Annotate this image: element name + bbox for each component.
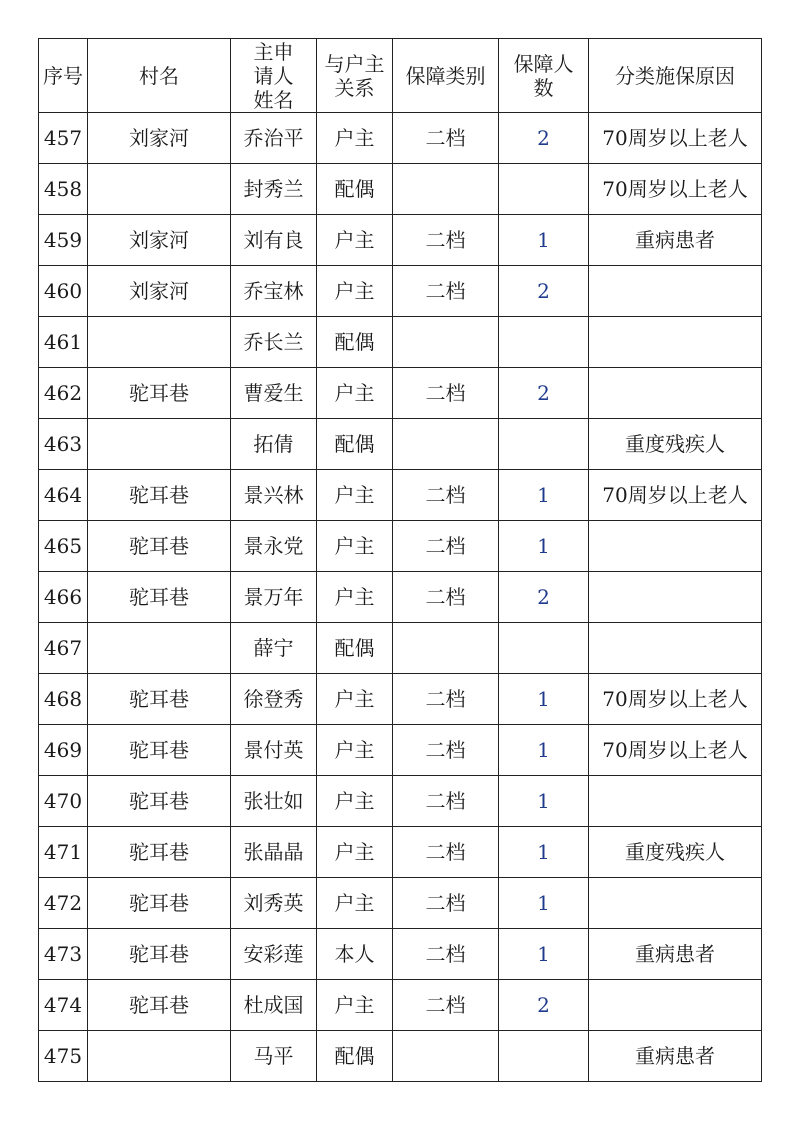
table-row — [39, 827, 762, 878]
count-cell: 2 — [499, 266, 589, 317]
applicant-cell: 薛宁 — [231, 623, 317, 674]
count-cell — [499, 164, 589, 215]
applicant-cell: 安彩莲 — [231, 929, 317, 980]
count-cell: 1 — [499, 725, 589, 776]
count-cell — [499, 317, 589, 368]
count-cell — [499, 1031, 589, 1082]
category-cell: 二档 — [393, 470, 499, 521]
village-cell: 驼耳巷 — [88, 674, 231, 725]
count-cell: 1 — [499, 878, 589, 929]
count-cell: 1 — [499, 470, 589, 521]
relation-cell: 户主 — [317, 266, 393, 317]
reason-cell: 70周岁以上老人 — [589, 164, 762, 215]
table-row — [39, 317, 762, 368]
relation-cell: 配偶 — [317, 1031, 393, 1082]
reason-cell — [589, 572, 762, 623]
category-cell: 二档 — [393, 776, 499, 827]
village-cell: 驼耳巷 — [88, 725, 231, 776]
table-header-row — [39, 39, 762, 113]
category-cell: 二档 — [393, 878, 499, 929]
applicant-cell: 景付英 — [231, 725, 317, 776]
relation-cell: 户主 — [317, 215, 393, 266]
relation-cell: 户主 — [317, 725, 393, 776]
count-cell: 2 — [499, 368, 589, 419]
table-row — [39, 929, 762, 980]
count-cell: 1 — [499, 521, 589, 572]
relation-cell: 户主 — [317, 113, 393, 164]
count-cell: 1 — [499, 929, 589, 980]
index-cell: 468 — [39, 674, 88, 725]
reason-cell: 70周岁以上老人 — [589, 674, 762, 725]
relation-cell: 配偶 — [317, 419, 393, 470]
applicant-cell: 拓倩 — [231, 419, 317, 470]
table-row — [39, 164, 762, 215]
table-row — [39, 113, 762, 164]
village-cell — [88, 317, 231, 368]
count-cell: 2 — [499, 113, 589, 164]
village-cell: 驼耳巷 — [88, 470, 231, 521]
category-cell — [393, 317, 499, 368]
index-cell: 460 — [39, 266, 88, 317]
applicant-cell: 景万年 — [231, 572, 317, 623]
index-cell: 465 — [39, 521, 88, 572]
count-cell — [499, 419, 589, 470]
applicant-cell: 乔长兰 — [231, 317, 317, 368]
category-cell: 二档 — [393, 113, 499, 164]
reason-cell: 70周岁以上老人 — [589, 725, 762, 776]
category-cell: 二档 — [393, 368, 499, 419]
applicant-cell: 景兴林 — [231, 470, 317, 521]
applicant-cell: 张晶晶 — [231, 827, 317, 878]
table-row — [39, 368, 762, 419]
category-cell — [393, 419, 499, 470]
table-row — [39, 623, 762, 674]
index-cell: 457 — [39, 113, 88, 164]
applicant-cell: 刘有良 — [231, 215, 317, 266]
table-row — [39, 215, 762, 266]
index-cell: 469 — [39, 725, 88, 776]
relation-cell: 户主 — [317, 521, 393, 572]
village-cell: 驼耳巷 — [88, 878, 231, 929]
header-cell-index: 序号 — [39, 39, 88, 113]
relation-cell: 户主 — [317, 776, 393, 827]
table-row — [39, 674, 762, 725]
count-cell: 1 — [499, 827, 589, 878]
count-cell: 2 — [499, 980, 589, 1031]
category-cell — [393, 1031, 499, 1082]
village-cell: 驼耳巷 — [88, 776, 231, 827]
index-cell: 458 — [39, 164, 88, 215]
relation-cell: 配偶 — [317, 164, 393, 215]
index-cell: 471 — [39, 827, 88, 878]
index-cell: 462 — [39, 368, 88, 419]
relation-cell: 配偶 — [317, 623, 393, 674]
index-cell: 463 — [39, 419, 88, 470]
village-cell: 驼耳巷 — [88, 368, 231, 419]
count-cell — [499, 623, 589, 674]
village-cell — [88, 1031, 231, 1082]
index-cell: 474 — [39, 980, 88, 1031]
relation-cell: 户主 — [317, 674, 393, 725]
index-cell: 470 — [39, 776, 88, 827]
category-cell: 二档 — [393, 827, 499, 878]
village-cell: 驼耳巷 — [88, 827, 231, 878]
village-cell — [88, 623, 231, 674]
reason-cell: 70周岁以上老人 — [589, 113, 762, 164]
table-row — [39, 878, 762, 929]
header-cell-relation: 与户主关系 — [317, 39, 393, 113]
table-row — [39, 980, 762, 1031]
relation-cell: 户主 — [317, 470, 393, 521]
village-cell: 驼耳巷 — [88, 929, 231, 980]
village-cell — [88, 419, 231, 470]
village-cell: 驼耳巷 — [88, 980, 231, 1031]
header-cell-village: 村名 — [88, 39, 231, 113]
count-cell: 1 — [499, 215, 589, 266]
village-cell: 刘家河 — [88, 113, 231, 164]
table-row — [39, 521, 762, 572]
reason-cell: 重病患者 — [589, 929, 762, 980]
applicant-cell: 马平 — [231, 1031, 317, 1082]
category-cell: 二档 — [393, 521, 499, 572]
index-cell: 473 — [39, 929, 88, 980]
reason-cell — [589, 317, 762, 368]
index-cell: 475 — [39, 1031, 88, 1082]
category-cell: 二档 — [393, 674, 499, 725]
applicant-cell: 张壮如 — [231, 776, 317, 827]
category-cell — [393, 623, 499, 674]
reason-cell — [589, 521, 762, 572]
applicant-cell: 杜成国 — [231, 980, 317, 1031]
index-cell: 472 — [39, 878, 88, 929]
reason-cell: 重度残疾人 — [589, 827, 762, 878]
relation-cell: 本人 — [317, 929, 393, 980]
table-row — [39, 266, 762, 317]
reason-cell — [589, 878, 762, 929]
applicant-cell: 徐登秀 — [231, 674, 317, 725]
applicant-cell: 景永党 — [231, 521, 317, 572]
relation-cell: 户主 — [317, 980, 393, 1031]
index-cell: 461 — [39, 317, 88, 368]
reason-cell — [589, 776, 762, 827]
relation-cell: 户主 — [317, 368, 393, 419]
village-cell: 驼耳巷 — [88, 572, 231, 623]
reason-cell: 重度残疾人 — [589, 419, 762, 470]
relation-cell: 户主 — [317, 827, 393, 878]
category-cell: 二档 — [393, 215, 499, 266]
reason-cell — [589, 623, 762, 674]
applicant-cell: 封秀兰 — [231, 164, 317, 215]
header-cell-count: 保障人数 — [499, 39, 589, 113]
relation-cell: 户主 — [317, 572, 393, 623]
reason-cell: 重病患者 — [589, 215, 762, 266]
category-cell: 二档 — [393, 725, 499, 776]
category-cell — [393, 164, 499, 215]
beneficiary-table — [38, 38, 762, 1082]
village-cell: 驼耳巷 — [88, 521, 231, 572]
reason-cell — [589, 368, 762, 419]
table-row — [39, 776, 762, 827]
relation-cell: 户主 — [317, 878, 393, 929]
village-cell: 刘家河 — [88, 215, 231, 266]
reason-cell: 70周岁以上老人 — [589, 470, 762, 521]
table-row — [39, 470, 762, 521]
header-cell-reason: 分类施保原因 — [589, 39, 762, 113]
applicant-cell: 刘秀英 — [231, 878, 317, 929]
category-cell: 二档 — [393, 980, 499, 1031]
header-cell-category: 保障类别 — [393, 39, 499, 113]
header-cell-applicant: 主申请人姓名 — [231, 39, 317, 113]
index-cell: 466 — [39, 572, 88, 623]
category-cell: 二档 — [393, 572, 499, 623]
index-cell: 464 — [39, 470, 88, 521]
reason-cell — [589, 980, 762, 1031]
table-row — [39, 1031, 762, 1082]
category-cell: 二档 — [393, 929, 499, 980]
count-cell: 1 — [499, 776, 589, 827]
count-cell: 1 — [499, 674, 589, 725]
applicant-cell: 曹爱生 — [231, 368, 317, 419]
village-cell — [88, 164, 231, 215]
relation-cell: 配偶 — [317, 317, 393, 368]
index-cell: 459 — [39, 215, 88, 266]
table-row — [39, 419, 762, 470]
reason-cell — [589, 266, 762, 317]
reason-cell: 重病患者 — [589, 1031, 762, 1082]
index-cell: 467 — [39, 623, 88, 674]
applicant-cell: 乔治平 — [231, 113, 317, 164]
table-body — [39, 113, 762, 1082]
village-cell: 刘家河 — [88, 266, 231, 317]
count-cell: 2 — [499, 572, 589, 623]
applicant-cell: 乔宝林 — [231, 266, 317, 317]
table-row — [39, 725, 762, 776]
table-row — [39, 572, 762, 623]
category-cell: 二档 — [393, 266, 499, 317]
